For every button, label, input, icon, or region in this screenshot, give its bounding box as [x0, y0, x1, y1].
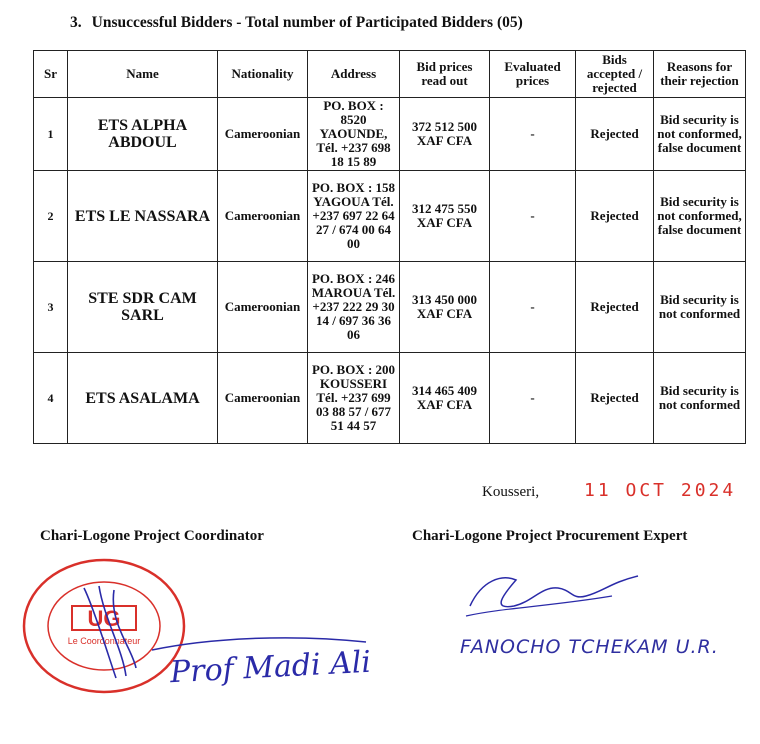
cell-name: ETS ALPHA ABDOUL	[68, 98, 218, 171]
cell-sr: 4	[34, 353, 68, 444]
cell-bid-price: 312 475 550 XAF CFA	[400, 171, 490, 262]
cell-nationality: Cameroonian	[218, 262, 308, 353]
section-heading	[70, 14, 523, 32]
cell-address: PO. BOX : 158 YAGOUA Tél. +237 697 22 64 27 / 674 00 64 00	[308, 171, 400, 262]
place-text: Kousseri,	[482, 484, 540, 500]
cell-reason: Bid security is not conformed	[654, 353, 746, 444]
header-name: Name	[68, 51, 218, 98]
cell-status: Rejected	[576, 171, 654, 262]
cell-evaluated-price: -	[490, 353, 576, 444]
cell-status: Rejected	[576, 98, 654, 171]
procurement-expert-title: Chari-Logone Project Procurement Expert	[412, 528, 688, 544]
section-title: Unsuccessful Bidders - Total number of Participated Bidders (05)	[91, 14, 523, 31]
cell-nationality: Cameroonian	[218, 98, 308, 171]
table-row	[34, 98, 746, 171]
cell-nationality: Cameroonian	[218, 171, 308, 262]
table-row	[34, 353, 746, 444]
cell-bid-price: 314 465 409 XAF CFA	[400, 353, 490, 444]
cell-address: PO. BOX : 246 MAROUA Tél. +237 222 29 30 14 / 697 36 36 06	[308, 262, 400, 353]
header-bids-status: Bids accepted / rejected	[576, 51, 654, 98]
cell-evaluated-price: -	[490, 171, 576, 262]
cell-evaluated-price: -	[490, 262, 576, 353]
procurement-signature-icon	[462, 566, 642, 622]
table-row	[34, 262, 746, 353]
cell-bid-price: 313 450 000 XAF CFA	[400, 262, 490, 353]
cell-name: ETS ASALAMA	[68, 353, 218, 444]
cell-name: ETS LE NASSARA	[68, 171, 218, 262]
section-number: 3.	[70, 14, 82, 31]
seal-center-text: UG	[87, 606, 121, 631]
coordinator-handwritten-name: Prof Madi Ali	[169, 644, 372, 691]
cell-reason: Bid security is not conformed, false document	[654, 171, 746, 262]
unsuccessful-bidders-table	[33, 50, 746, 444]
cell-sr: 3	[34, 262, 68, 353]
cell-sr: 1	[34, 98, 68, 171]
date-stamp: 11 OCT 2024	[584, 480, 737, 501]
cell-bid-price: 372 512 500 XAF CFA	[400, 98, 490, 171]
table-row	[34, 171, 746, 262]
cell-address: PO. BOX : 8520 YAOUNDE, Tél. +237 698 18 15 89	[308, 98, 400, 171]
cell-nationality: Cameroonian	[218, 353, 308, 444]
coordinator-title: Chari-Logone Project Coordinator	[40, 528, 264, 544]
cell-status: Rejected	[576, 262, 654, 353]
header-address: Address	[308, 51, 400, 98]
cell-name: STE SDR CAM SARL	[68, 262, 218, 353]
seal-inner-text: Le Coordonnateur	[67, 636, 141, 646]
header-rejection-reasons: Reasons for their rejection	[654, 51, 746, 98]
header-sr: Sr	[34, 51, 68, 98]
cell-address: PO. BOX : 200 KOUSSERI Tél. +237 699 03 88 57 / 677 51 44 57	[308, 353, 400, 444]
header-bid-prices: Bid prices read out	[400, 51, 490, 98]
cell-reason: Bid security is not conformed	[654, 262, 746, 353]
header-nationality: Nationality	[218, 51, 308, 98]
cell-evaluated-price: -	[490, 98, 576, 171]
official-seal-icon	[14, 548, 194, 698]
table-header-row	[34, 51, 746, 98]
cell-status: Rejected	[576, 353, 654, 444]
cell-sr: 2	[34, 171, 68, 262]
header-evaluated-prices: Evaluated prices	[490, 51, 576, 98]
procurement-handwritten-name: FANOCHO TCHEKAM U.R.	[460, 636, 719, 658]
cell-reason: Bid security is not conformed, false document	[654, 98, 746, 171]
